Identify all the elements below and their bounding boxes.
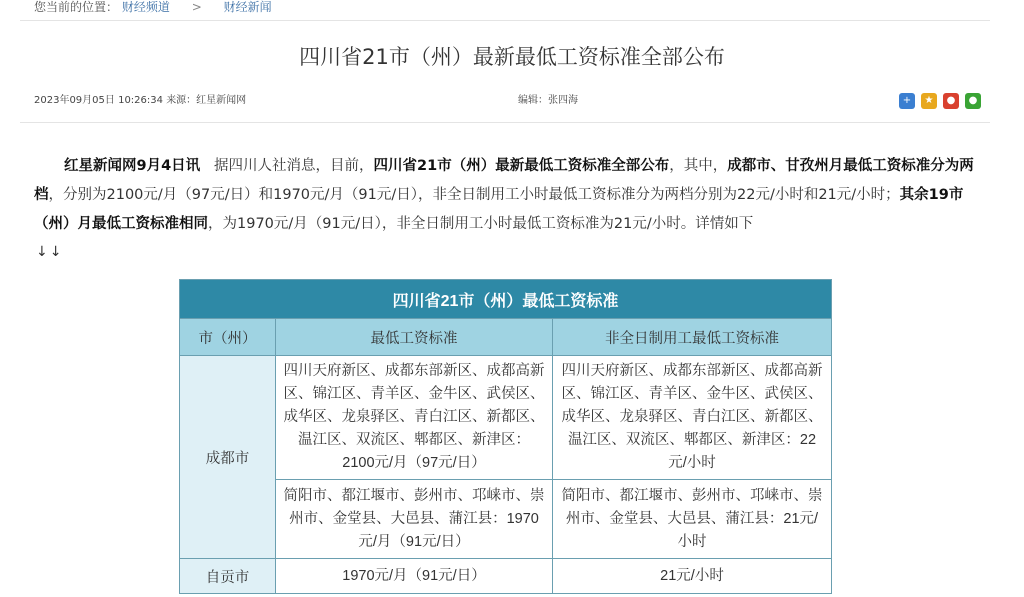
chengdu-tier2-hourly-wage: 简阳市、都江堰市、彭州市、邛崃市、崇州市、金堂县、大邑县、蒲江县：21元/小时 — [553, 480, 832, 559]
page-title: 四川省21市（州）最新最低工资标准全部公布 — [299, 45, 725, 69]
city-chengdu: 成都市 — [180, 356, 276, 559]
chengdu-tier2-min-wage: 简阳市、都江堰市、彭州市、邛崃市、崇州市、金堂县、大邑县、蒲江县：1970元/月（91元/日） — [276, 480, 553, 559]
article-dateline: 红星新闻网9月4日讯 — [64, 158, 201, 174]
down-arrows: ↓↓ — [36, 244, 64, 260]
article-text-e: ，分别为2100元/月（97元/日）和1970元/月（91元/日），非全日制用工小时最低工资标准分为两档分别为22元/小时和21元/小时； — [48, 187, 900, 203]
share-toolbar — [899, 93, 981, 109]
article-source: 来源：红星新闻网 — [166, 95, 247, 106]
article-editor: 编辑：张四海 — [518, 95, 578, 106]
header-city: 市（州） — [180, 319, 276, 356]
table-caption: 四川省21市（州）最低工资标准 — [180, 280, 832, 319]
article-text-a: 据四川人社消息，目前， — [214, 158, 374, 174]
article-text-f: 其余19市（州）月最低工资标准相同 — [34, 187, 964, 232]
article-text-b: 四川省21市（州）最新最低工资标准全部公布 — [373, 158, 670, 174]
zigong-min-wage: 1970元/月（91元/日） — [276, 559, 553, 594]
article-paragraph — [34, 152, 974, 239]
chengdu-tier1-min-wage: 四川天府新区、成都东部新区、成都高新区、锦江区、青羊区、金牛区、武侯区、成华区、龙泉驿区、青白江区、新都区、温江区、双流区、郫都区、新津区：2100元/月（97元/日） — [276, 356, 553, 480]
breadcrumb — [34, 0, 272, 16]
share-qzone-icon[interactable]: ★ — [921, 93, 937, 109]
article-meta — [34, 94, 246, 108]
breadcrumb-separator: > — [191, 0, 202, 14]
zigong-hourly-wage: 21元/小时 — [553, 559, 832, 594]
city-zigong: 自贡市 — [180, 559, 276, 594]
share-weibo-icon[interactable]: ● — [943, 93, 959, 109]
wage-table — [179, 279, 832, 594]
share-wechat-icon[interactable]: ● — [965, 93, 981, 109]
header-divider — [20, 20, 990, 21]
article-text-d: 成都市、甘孜州月最低工资标准分为两档 — [34, 158, 974, 203]
article-text-g: ，为1970元/月（91元/日），非全日制用工小时最低工资标准为21元/小时。详情如下 — [208, 216, 754, 232]
chengdu-tier1-hourly-wage: 四川天府新区、成都东部新区、成都高新区、锦江区、青羊区、金牛区、武侯区、成华区、龙泉驿区、青白江区、新都区、温江区、双流区、郫都区、新津区：22元/小时 — [553, 356, 832, 480]
header-hourly-wage: 非全日制用工最低工资标准 — [553, 319, 832, 356]
breadcrumb-link-finance-channel[interactable]: 财经频道 — [121, 0, 170, 14]
header-min-wage: 最低工资标准 — [276, 319, 553, 356]
breadcrumb-link-finance-news[interactable]: 财经新闻 — [223, 0, 272, 14]
breadcrumb-prefix: 您当前的位置： — [34, 0, 119, 14]
share-plus-icon[interactable]: + — [899, 93, 915, 109]
article-text-c: ，其中， — [669, 158, 728, 174]
publish-date: 2023年09月05日 10:26:34 — [34, 95, 163, 106]
meta-divider — [20, 122, 990, 123]
